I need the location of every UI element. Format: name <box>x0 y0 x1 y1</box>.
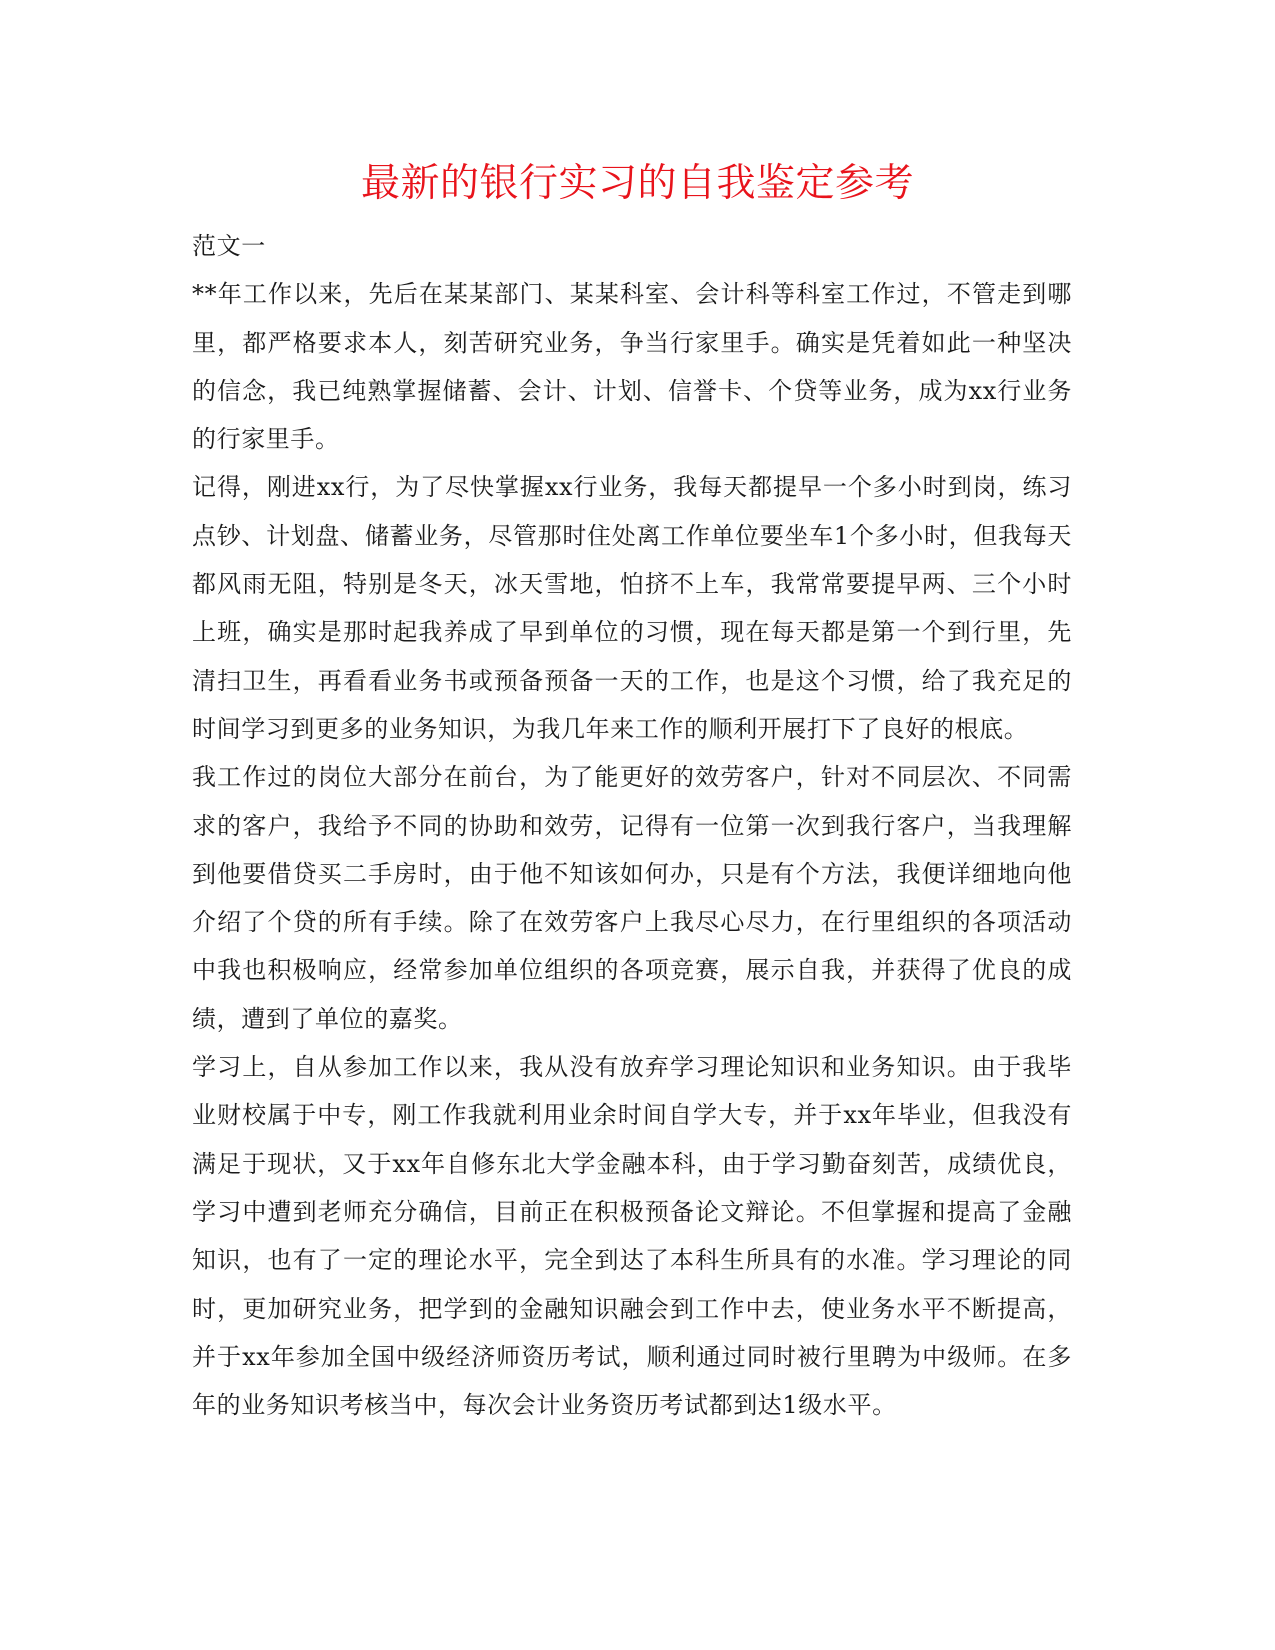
paragraph-1: **年工作以来，先后在某某部门、某某科室、会计科等科室工作过，不管走到哪里，都严格要求本人，刻苦研究业务，争当行家里手。确实是凭着如此一种坚决的信念，我已纯熟掌握储蓄、会计、计划、信誉卡、个贷等业务，成为xx行业务的行家里手。 <box>192 280 1072 454</box>
paragraph-3: 我工作过的岗位大部分在前台，为了能更好的效劳客户，针对不同层次、不同需求的客户，我给予不同的协助和效劳，记得有一位第一次到我行客户，当我理解到他要借贷买二手房时，由于他不知该如何办，只是有个方法，我便详细地向他介绍了个贷的所有手续。除了在效劳客户上我尽心尽力，在行里组织的各项活动中我也积极响应，经常参加单位组织的各项竞赛，展示自我，并获得了优良的成绩，遭到了单位的嘉奖。 <box>192 763 1072 1033</box>
section-label: 范文一 <box>192 232 266 260</box>
document-title: 最新的银行实习的自我鉴定参考 <box>360 161 914 206</box>
paragraph-2: 记得，刚进xx行，为了尽快掌握xx行业务，我每天都提早一个多小时到岗，练习点钞、计划盘、储蓄业务，尽管那时住处离工作单位要坐车1个多小时，但我每天都风雨无阻，特别是冬天，冰天雪地，怕挤不上车，我常常要提早两、三个小时上班，确实是那时起我养成了早到单位的习惯，现在每天都是第一个到行里，先清扫卫生，再看看业务书或预备预备一天的工作，也是这个习惯，给了我充足的时间学习到更多的业务知识，为我几年来工作的顺利开展打下了良好的根底。 <box>192 473 1072 743</box>
document-body <box>192 222 1072 1429</box>
paragraph-4: 学习上，自从参加工作以来，我从没有放弃学习理论知识和业务知识。由于我毕业财校属于中专，刚工作我就利用业余时间自学大专，并于xx年毕业，但我没有满足于现状，又于xx年自修东北大学金融本科，由于学习勤奋刻苦，成绩优良，学习中遭到老师充分确信，目前正在积极预备论文辩论。不但掌握和提高了金融知识，也有了一定的理论水平，完全到达了本科生所具有的水准。学习理论的同时，更加研究业务，把学到的金融知识融会到工作中去，使业务水平不断提高，并于xx年参加全国中级经济师资历考试，顺利通过同时被行里聘为中级师。在多年的业务知识考核当中，每次会计业务资历考试都到达1级水平。 <box>192 1053 1072 1420</box>
